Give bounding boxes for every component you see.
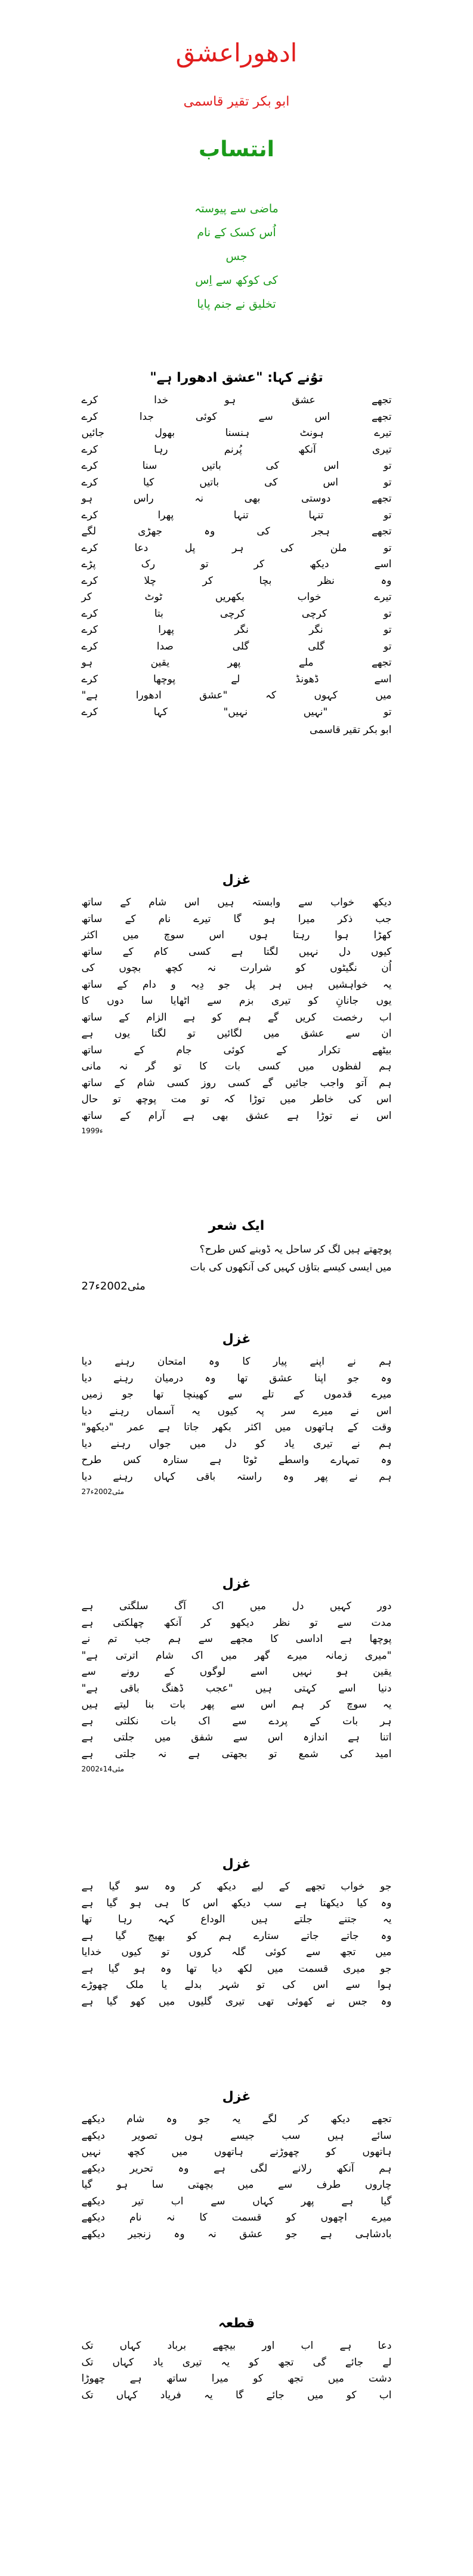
ghazal-line: جو میری قسمت میں لکھ دیا تھا وہ ہو گیا ہے bbox=[81, 1962, 392, 1975]
sher-line: میں ایسی کیسے بتاؤں کہیں کی آنکھوں کی بات bbox=[190, 1261, 392, 1273]
sher-line: پوچھتے ہیں لگ کر ساحل یہ ڈوبنے کس طرح؟ bbox=[199, 1244, 392, 1255]
poem-line: تیری آنکھ پُرنم رہا کرے bbox=[81, 443, 392, 456]
ghazal-title: غزل bbox=[222, 1576, 251, 1591]
ghazal-line: ان سے عشق میں لگائیں تو لگتا یوں ہے bbox=[81, 1028, 392, 1040]
poem-line: تو ملن کی ہر پل دعا کرے bbox=[81, 542, 392, 554]
ghazal-line: سائے ہیں سب جیسے ہوں تصویر دیکھے bbox=[81, 2129, 392, 2142]
poem-line: تیرے خواب بکھریں ٹوٹ کر bbox=[81, 591, 392, 603]
poem-line: تیرے ہونٹ ہنسنا بھول جائیں bbox=[81, 427, 392, 439]
poem-lines bbox=[82, 392, 392, 720]
ghazal-line: امید کی شمع تو بجھتی ہے نہ جلتی ہے bbox=[81, 1748, 392, 1760]
dedication-line: ماضی سے پیوستہ bbox=[194, 202, 279, 215]
ghazal-line: بیٹھے تکرار کے کوئی جام کے ساتھ bbox=[81, 1044, 392, 1056]
ghazal-line: وہ کیا دیکھتا ہے سب دیکھ اس کا ہی ہو گیا ہے bbox=[81, 1897, 392, 1909]
dedication-line: اُس کسک کے نام bbox=[197, 226, 276, 239]
ghazal-line: وقت کے ہاتھوں میں اکثر بکھر جاتا ہے عمر "دیکھو" bbox=[81, 1421, 392, 1433]
dedication-block bbox=[0, 197, 473, 316]
book-title: ادھوراعشق bbox=[175, 38, 298, 67]
ghazal-line: ہاتھوں کو چھوڑنے ہاتھوں میں کچھ نہیں bbox=[81, 2146, 392, 2158]
ghazal-line: ہر بات کے پردے سے اک بات نکلتی ہے bbox=[81, 1715, 392, 1727]
poem-line: تو نگر نگر پھرا کرے bbox=[81, 624, 392, 636]
poem-line: تو گلی گلی صدا کرے bbox=[81, 640, 392, 652]
ghazal-line: دیکھ خواب سے وابستہ ہیں اس شام کے ساتھ bbox=[81, 896, 392, 908]
poem-line: تو "نہیں نہیں" کہا کرے bbox=[81, 706, 392, 718]
ghazal-section bbox=[0, 871, 473, 1135]
qata-line: دشت میں تجھ کو میرا ساتھ ہے چھوڑا bbox=[81, 2373, 392, 2385]
ghazal-line: ہم لفظوں میں کسی بات کا تو گر نہ مانی bbox=[81, 1060, 392, 1072]
ghazal-line: یہ سوچ کر ہم اس سے پھر بات بنا لیتے ہیں bbox=[81, 1699, 392, 1711]
qata-title: قطعہ bbox=[218, 2316, 255, 2331]
ghazal-line: یقین ہو نہیں اسے لوگوں کے رونے سے bbox=[81, 1666, 392, 1678]
poem-line: تو کرچی کرچی بتا کرے bbox=[81, 607, 392, 620]
ghazal-line: یہ خواہشیں ہیں ہر پل جو دِیہ و دام کے ساتھ bbox=[81, 978, 392, 991]
ghazal-section bbox=[0, 2088, 473, 2243]
ghazal-line: اب رخصت کریں گے ہم کو ہے الزام کے ساتھ bbox=[81, 1011, 392, 1023]
ghazal-title: غزل bbox=[222, 1332, 251, 1347]
ghazal-line: ہم آنکھ رلانے لگی ہے وہ تحریر دیکھے bbox=[81, 2162, 392, 2175]
author-name: ابو بکر تقیر قاسمی bbox=[183, 94, 290, 109]
ghazal-line: میرے قدموں کے تلے سے کھینچا تھا جو زمیں bbox=[81, 1388, 392, 1400]
qata-lines bbox=[82, 2338, 392, 2404]
ghazal-date: 1999ء bbox=[81, 1127, 103, 1135]
poem-line: تو اس کی باتیں سنا کرے bbox=[81, 460, 392, 472]
poem-line: اسے دیکھ کر تو رک پڑے bbox=[81, 558, 392, 570]
sher-lines bbox=[0, 1241, 473, 1276]
ghazal-line: ہم نے پھر وہ راستہ باقی کہاں رہنے دیا bbox=[81, 1470, 392, 1483]
ghazal-line: ہم نے اپنے پیار کا وہ امتحان رہنے دیا bbox=[81, 1356, 392, 1368]
ghazal-lines bbox=[82, 895, 392, 1124]
sher-title: ایک شعر bbox=[208, 1219, 265, 1233]
ghazal-lines bbox=[82, 1354, 392, 1485]
qata-section bbox=[0, 2314, 473, 2404]
ghazal-line: وہ تمہارے واسطے ٹوٹا ہے ستارہ کس طرح bbox=[81, 1454, 392, 1466]
ghazal-date: 2002مئی14ء bbox=[81, 1765, 125, 1773]
ghazal-title: غزل bbox=[222, 2089, 251, 2104]
ghazal-line: یہ جتنے جلتے ہیں الوداع کہہ رہا تھا bbox=[81, 1913, 392, 1925]
ghazal-line: پوچھا ہے اداسی کا مجھے سے ہم جب تم نے bbox=[81, 1633, 392, 1645]
poem-line: تجھے ہجر کی وہ جھڑی لگے bbox=[81, 525, 392, 537]
ghazal-line: "میری زمانہ میرے گھر میں اک شام اترتی ہے" bbox=[81, 1649, 392, 1662]
ghazal-line: یوں جانانِ کو تیری بزم سے اٹھایا سا دوں کا bbox=[81, 995, 392, 1007]
ghazal-line: چاروں طرف سے میں بچھتی سا ہو گیا bbox=[81, 2179, 392, 2191]
poem-line: تو اس کی باتیں کیا کرے bbox=[81, 476, 392, 488]
poem-line: وہ نظر بچا کر چلا کرے bbox=[81, 574, 392, 587]
poem-title: توُنے کہا: "عشق ادھورا ہے" bbox=[150, 370, 323, 385]
dedication-line: کی کوکھ سے اِس bbox=[195, 274, 278, 287]
poem-line: اسے ڈھونڈ لے پوچھا کرے bbox=[81, 673, 392, 685]
ghazal-section bbox=[0, 1330, 473, 1496]
sher-date: 27مئی2002ء bbox=[81, 1280, 146, 1292]
poem-line: تجھے دوستی بھی نہ راس ہو bbox=[81, 493, 392, 505]
ghazal-lines bbox=[82, 2111, 392, 2243]
ghazal-line: تجھے دیکھ کر لگے یہ جو وہ شام دیکھے bbox=[81, 2113, 392, 2125]
ghazal-line: میرے اچھوں کو قسمت کا نہ نام دیکھے bbox=[81, 2212, 392, 2224]
qata-line: اب کو میں جائے گا یہ فریاد کہاں تک bbox=[81, 2389, 392, 2401]
poem-line: تجھے ملے پھر یقین ہو bbox=[81, 657, 392, 669]
poem-line: تجھے اس سے کوئی جدا کرے bbox=[81, 410, 392, 423]
ghazal-date: 27مئی2002ء bbox=[81, 1488, 125, 1496]
ghazal-line: گیا ہے پھر کہاں سے اب تیر دیکھے bbox=[81, 2195, 392, 2207]
poem-signature: ابو بکر تقیر قاسمی bbox=[310, 724, 392, 736]
ghazal-line: کیوں دل نہیں لگتا ہے کسی کام کے ساتھ bbox=[81, 945, 392, 958]
ghazal-line: دور کہیں دل میں اک آگ سلگتی ہے bbox=[81, 1600, 392, 1612]
ghazal-title: غزل bbox=[222, 873, 251, 887]
ghazal-title: غزل bbox=[222, 1857, 251, 1872]
ghazal-line: میں تجھ سے کوئی گلہ کروں تو کیوں خدایا bbox=[81, 1946, 392, 1958]
ghazal-line: ہم آتو واجب جائیں گے کسی روز کسی شام کے ساتھ bbox=[81, 1077, 392, 1089]
ghazal-line: مدت سے تو نظر دیکھو کر آنکھ چھلکتی ہے bbox=[81, 1616, 392, 1629]
ghazal-line: اس نے توڑا ہے عشق بھی ہے آرام کے ساتھ bbox=[81, 1109, 392, 1122]
poem-line: تجھے عشق ہو خدا کرے bbox=[81, 394, 392, 406]
poem-line: میں کہوں کہ "عشق ادھورا ہے" bbox=[81, 689, 392, 701]
ghazal-line: دنیا اسے کہتی ہیں "عجب ڈھنگ باقی ہے" bbox=[81, 1682, 392, 1694]
ghazal-line: وہ جس نے کھوئی تھی تیری گلیوں میں کھو گیا ہے bbox=[81, 1995, 392, 2008]
ghazal-section bbox=[0, 1855, 473, 2010]
dedication-heading: انتساب bbox=[199, 137, 274, 162]
ghazal-lines bbox=[82, 1879, 392, 2010]
poem-line: تو تنہا تنہا پھرا کرے bbox=[81, 509, 392, 521]
ghazal-section bbox=[0, 1575, 473, 1773]
ghazal-line: ہم نے تیری یاد کو دل میں جواں رہنے دیا bbox=[81, 1437, 392, 1450]
ghazal-line: کھڑا ہوا رہتا ہوں اس سوچ میں اکثر bbox=[81, 929, 392, 941]
ghazal-line: بادشاہی ہے جو عشق نہ وہ زنجیر دیکھے bbox=[81, 2228, 392, 2240]
dedication-line: جس bbox=[225, 250, 248, 263]
qata-line: لے جائے گی تجھ کو یہ تیری یاد کہاں تک bbox=[81, 2356, 392, 2368]
poem-section bbox=[0, 369, 473, 736]
qata-line: دعا ہے اب اور بیچھے برباد کہاں تک bbox=[81, 2340, 392, 2352]
ghazal-lines bbox=[82, 1598, 392, 1762]
sher-section bbox=[0, 1217, 473, 1292]
ghazal-line: اتنا ہے اندازہ اس سے شفق میں جلتی ہے bbox=[81, 1731, 392, 1743]
ghazal-line: اس کی خاطر میں توڑا کہ تو مت پوچھ تو حال bbox=[81, 1093, 392, 1105]
ghazal-line: جب ذکر میرا ہو گا تیرے نام کے ساتھ bbox=[81, 913, 392, 925]
dedication-line: تخلیق نے جنم پایا bbox=[197, 298, 276, 311]
ghazal-line: وہ جو اپنا عشق تھا وہ درمیان رہنے دیا bbox=[81, 1372, 392, 1384]
ghazal-line: اس نے میرے سر پہ کیوں یہ آسماں رہنے دیا bbox=[81, 1405, 392, 1417]
ghazal-line: ہوا سے اس کی تو شہر بدلے یا ملک چھوڑے bbox=[81, 1979, 392, 1991]
ghazal-line: جو خواب تجھے کے لیے دیکھ کر وہ سو گیا ہے bbox=[81, 1881, 392, 1892]
ghazal-line: اُن نگیٹوں کو شرارت نہ کچھ بچوں کی bbox=[81, 962, 392, 974]
ghazal-line: وہ جاتے جاتے ستارے ہم کو بھیج گیا ہے bbox=[81, 1929, 392, 1942]
